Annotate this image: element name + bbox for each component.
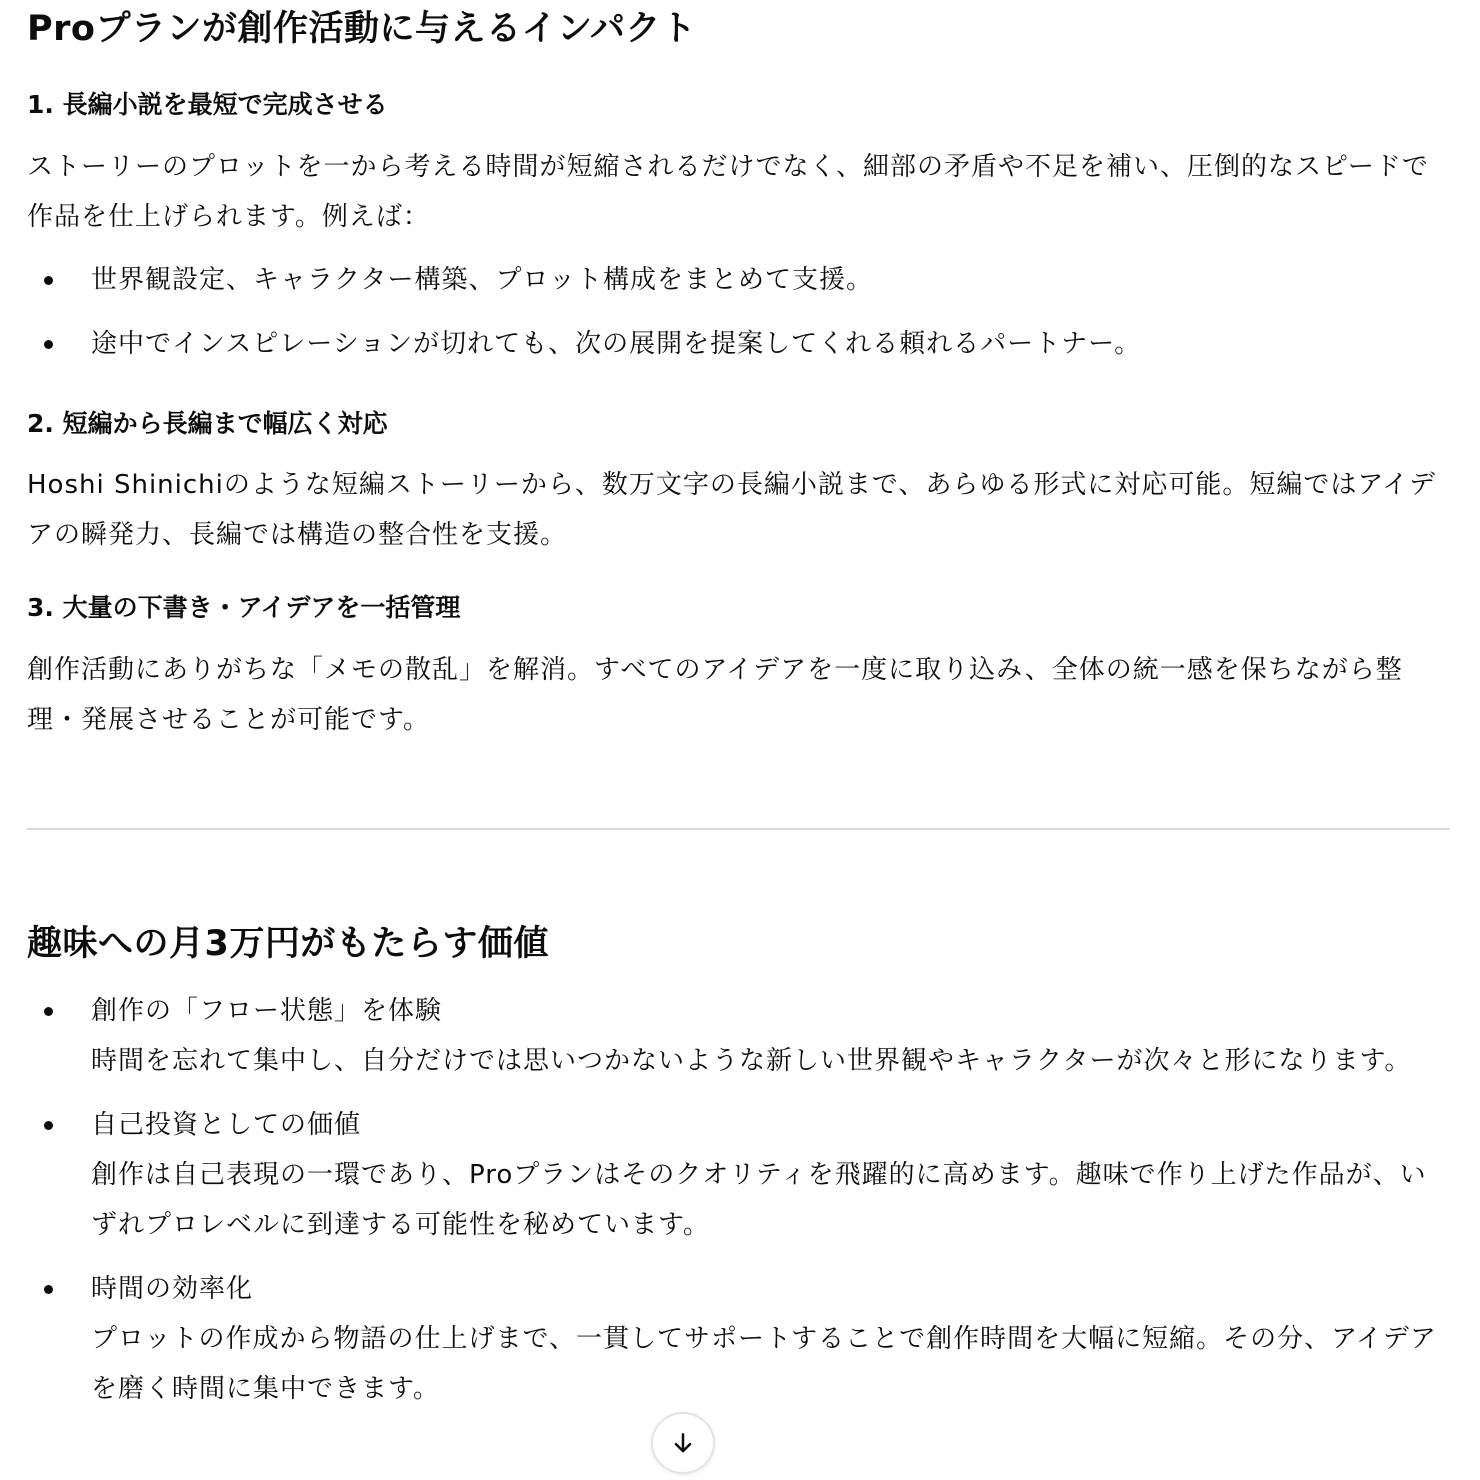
bullet-dot	[44, 340, 53, 349]
bullet-dot	[44, 1121, 53, 1130]
list-item	[27, 1100, 1452, 1250]
bullet-list-1	[27, 255, 1452, 369]
sub-heading-3: 3. 大量の下書き・アイデアを一括管理	[27, 593, 461, 622]
arrow-down-icon	[670, 1430, 696, 1456]
paragraph-2: Hoshi Shinichiのような短編ストーリーから、数万文字の長編小説まで、あらゆる形式に対応可能。短編ではアイデアの瞬発力、長編では構造の整合性を支援。	[27, 470, 1437, 550]
bullet-dot	[44, 1007, 53, 1016]
bullet-list-value	[27, 986, 1452, 1414]
horizontal-divider	[27, 828, 1450, 830]
list-item-desc: 時間を忘れて集中し、自分だけでは思いつかないような新しい世界観やキャラクターが次々と形になります。	[91, 1046, 1412, 1076]
list-item	[27, 986, 1452, 1086]
list-item-text: 途中でインスピレーションが切れても、次の展開を提案してくれる頼れるパートナー。	[91, 329, 1142, 359]
list-item	[27, 319, 1452, 369]
paragraph-1: ストーリーのプロットを一から考える時間が短縮されるだけでなく、細部の矛盾や不足を補い、圧倒的なスピードで作品を仕上げられます。例えば：	[27, 152, 1429, 232]
list-item-title: 自己投資としての価値	[91, 1110, 362, 1140]
scroll-to-bottom-button[interactable]	[651, 1412, 715, 1474]
list-item	[27, 1264, 1452, 1414]
list-item-desc: 創作は自己表現の一環であり、Proプランはそのクオリティを飛躍的に高めます。趣味で作り上げた作品が、いずれプロレベルに到達する可能性を秘めています。	[91, 1160, 1427, 1240]
bullet-dot	[44, 276, 53, 285]
sub-heading-2: 2. 短編から長編まで幅広く対応	[27, 409, 388, 438]
bullet-dot	[44, 1285, 53, 1294]
list-item-desc: プロットの作成から物語の仕上げまで、一貫してサポートすることで創作時間を大幅に短縮。その分、アイデアを磨く時間に集中できます。	[91, 1324, 1437, 1404]
section-title-impact: Proプランが創作活動に与えるインパクト	[27, 9, 697, 49]
paragraph-3: 創作活動にありがちな「メモの散乱」を解消。すべてのアイデアを一度に取り込み、全体の統一感を保ちながら整理・発展させることが可能です。	[27, 655, 1403, 735]
list-item	[27, 255, 1452, 305]
sub-heading-1: 1. 長編小説を最短で完成させる	[27, 90, 388, 119]
list-item-title: 創作の「フロー状態」を体験	[91, 996, 443, 1026]
section-title-value: 趣味への月3万円がもたらす価値	[27, 924, 549, 964]
list-item-title: 時間の効率化	[91, 1274, 254, 1304]
list-item-text: 世界観設定、キャラクター構築、プロット構成をまとめて支援。	[91, 265, 873, 295]
